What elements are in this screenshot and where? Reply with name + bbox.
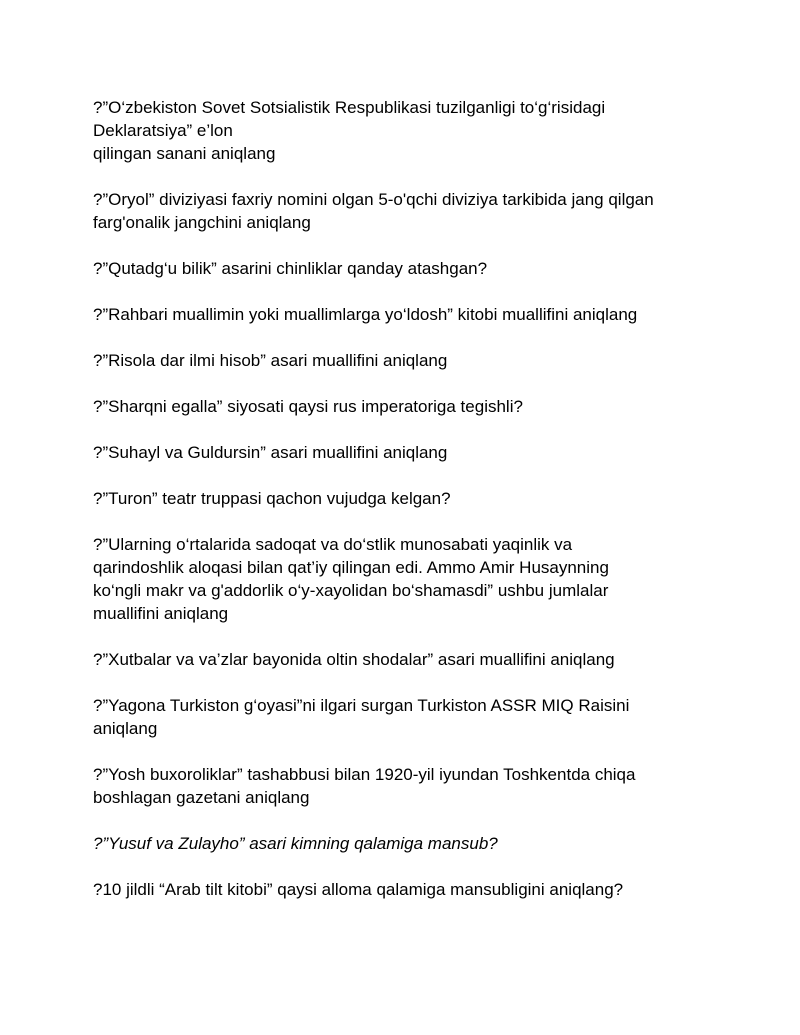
question-3 — [93, 257, 733, 280]
question-line: Deklaratsiya” e’lon — [93, 121, 233, 140]
question-line: ?”Sharqni egalla” siyosati qaysi rus imperatoriga tegishli? — [93, 397, 523, 416]
question-line: ?”Ularning o‘rtalarida sadoqat va do‘stlik munosabati yaqinlik va — [93, 535, 573, 554]
question-line: qilingan sanani aniqlang — [93, 144, 276, 163]
question-line: ?”Risola dar ilmi hisob” asari muallifini aniqlang — [93, 351, 448, 370]
question-line: ?10 jildli “Arab tilt kitobi” qaysi alloma qalamiga mansubligini aniqlang? — [93, 880, 624, 899]
question-line: ?”Suhayl va Guldursin” asari muallifini aniqlang — [93, 443, 448, 462]
question-5 — [93, 349, 733, 372]
question-8 — [93, 487, 733, 510]
question-line: ?”Yusuf va Zulayho” asari kimning qalamiga mansub? — [93, 834, 498, 853]
question-10 — [93, 648, 733, 671]
question-line: ?”Yosh buxoroliklar” tashabbusi bilan 1920-yil iyundan Toshkentda chiqa — [93, 765, 636, 784]
question-line: ?”O‘zbekiston Sovet Sotsialistik Respublikasi tuzilganligi to‘g‘risidagi — [93, 98, 606, 117]
question-line: farg'onalik jangchini aniqlang — [93, 213, 311, 232]
question-line: ?”Rahbari muallimin yoki muallimlarga yo‘ldosh” kitobi muallifini aniqlang — [93, 305, 638, 324]
question-11 — [93, 694, 733, 740]
question-line: muallifini aniqlang — [93, 604, 229, 623]
question-13 — [93, 832, 733, 855]
question-14 — [93, 878, 733, 901]
document-page — [93, 96, 733, 924]
question-6 — [93, 395, 733, 418]
question-12 — [93, 763, 733, 809]
question-line: ko‘ngli makr va g'addorlik o‘y-xayolidan bo‘shamasdi” ushbu jumlalar — [93, 581, 609, 600]
question-7 — [93, 441, 733, 464]
question-line: ?”Qutadg‘u bilik” asarini chinliklar qanday atashgan? — [93, 259, 488, 278]
question-4 — [93, 303, 733, 326]
question-line: ?”Yagona Turkiston g‘oyasi”ni ilgari surgan Turkiston ASSR MIQ Raisini — [93, 696, 630, 715]
question-9 — [93, 533, 733, 625]
question-line: ?”Turon” teatr truppasi qachon vujudga kelgan? — [93, 489, 451, 508]
question-2 — [93, 188, 733, 234]
question-line: qarindoshlik aloqasi bilan qat’iy qilingan edi. Ammo Amir Husaynning — [93, 558, 609, 577]
question-line: aniqlang — [93, 719, 158, 738]
question-line: boshlagan gazetani aniqlang — [93, 788, 310, 807]
question-1 — [93, 96, 733, 165]
question-line: ?”Oryol” diviziyasi faxriy nomini olgan 5-o'qchi diviziya tarkibida jang qilgan — [93, 190, 654, 209]
question-line: ?”Xutbalar va va’zlar bayonida oltin shodalar” asari muallifini aniqlang — [93, 650, 615, 669]
